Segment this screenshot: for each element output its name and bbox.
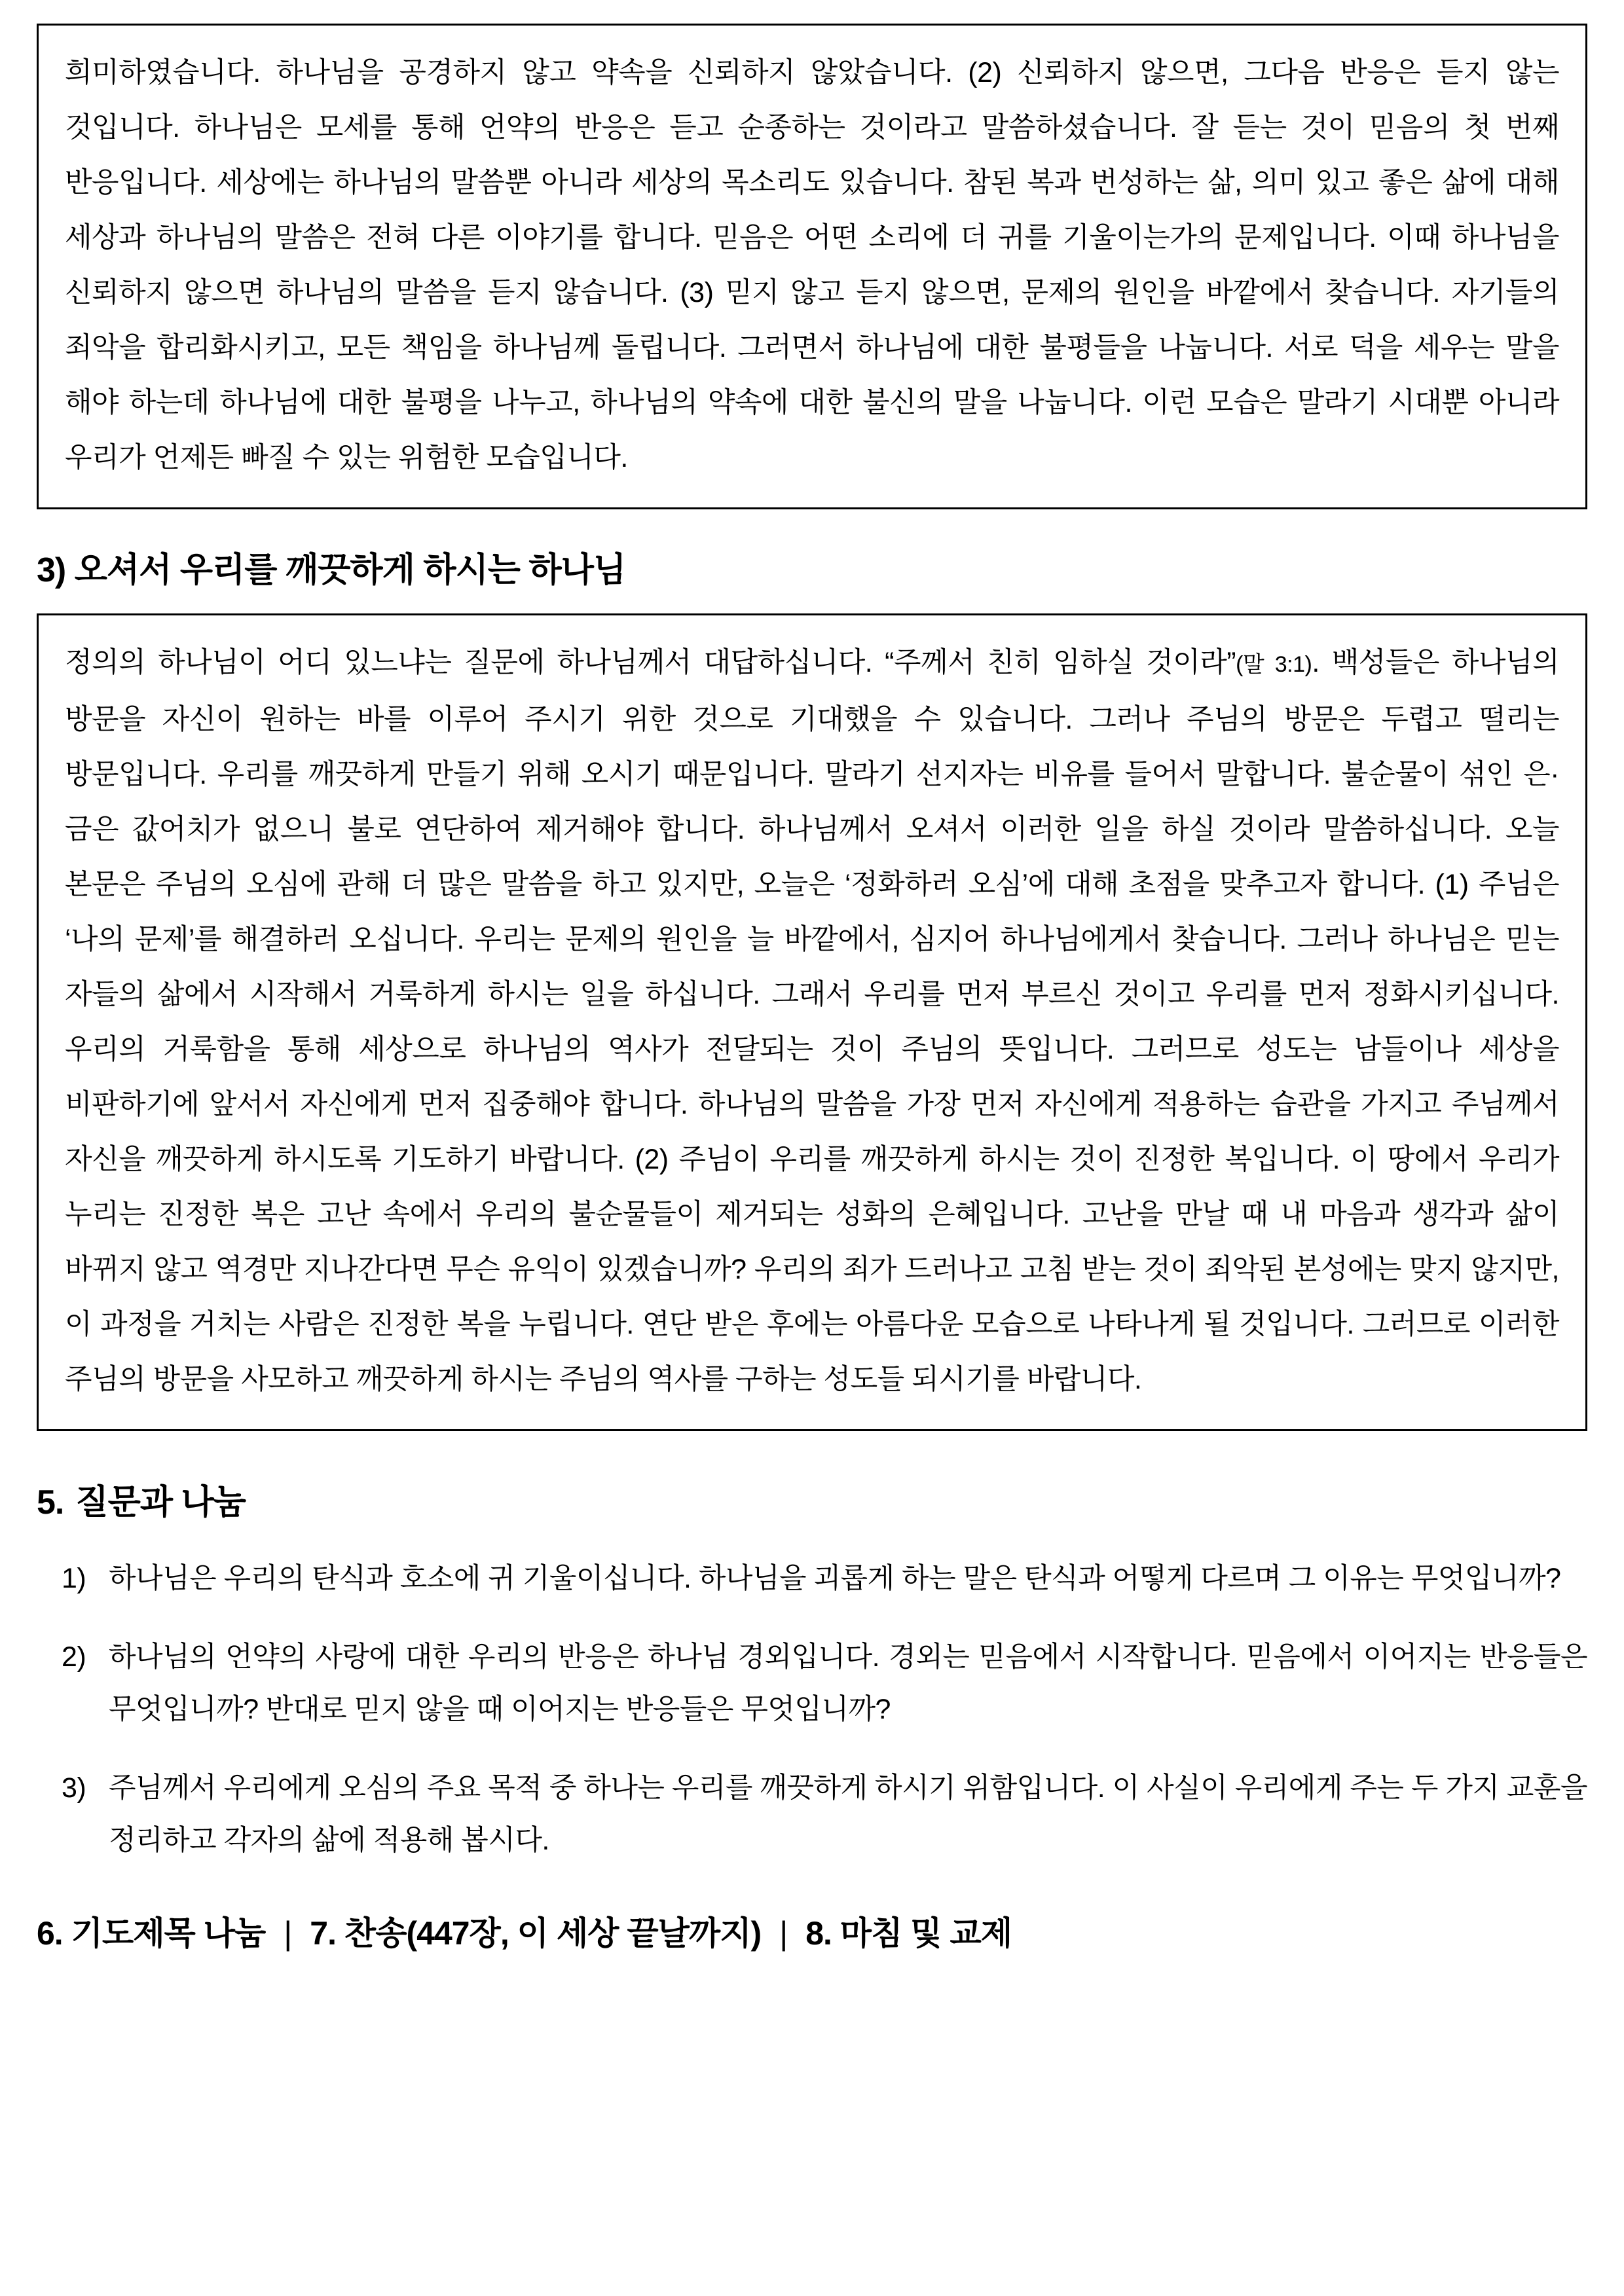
prayer-topics-item: 6. 기도제목 나눔 [37,1915,266,1952]
scripture-reference: (말 3:1) [1236,652,1312,677]
hymn-item: 7. 찬송(447장, 이 세상 끝날까지) [310,1915,762,1952]
question-item-3 [62,1762,1587,1867]
commentary-text-part2: . 백성들은 하나님의 방문을 자신이 원하는 바를 이루어 주시기 위한 것으로 기대했을 수 있습니다. 그러나 주님의 방문은 두렵고 떨리는 방문입니다. 우리를 깨끗하게 만들기 위해 오시기 때문입니다. 말라기 선지자는 비유를 들어서 말합니다. 불순물이 섞인 은·금은 값어치가 없으니 불로 연단하여 제거해야 합니다. 하나님께서 오셔서 이러한 일을 하실 것이라 말씀하십니다. 오늘 본문은 주님의 오심에 관해 더 많은 말씀을 하고 있지만, 오늘은 ‘정화하러 오심’에 대해 초점을 맞추고자 합니다. (1) 주님은 ‘나의 문제’를 해결하러 오십니다. 우리는 문제의 원인을 늘 바깥에서, 심지어 하나님에게서 찾습니다. 그러나 하나님은 믿는 자들의 삶에서 시작해서 거룩하게 하시는 일을 하십니다. 그래서 우리를 먼저 부르신 것이고 우리를 먼저 정화시키십니다. 우리의 거룩함을 통해 세상으로 하나님의 역사가 전달되는 것이 주님의 뜻입니다. 그러므로 성도는 남들이나 세상을 비판하기에 앞서서 자신에게 먼저 집중해야 합니다. 하나님의 말씀을 가장 먼저 자신에게 적용하는 습관을 가지고 주님께서 자신을 깨끗하게 하시도록 기도하기 바랍니다. (2) 주님이 우리를 깨끗하게 하시는 것이 진정한 복입니다. 이 땅에서 우리가 누리는 진정한 복은 고난 속에서 우리의 불순물들이 제거되는 성화의 은혜입니다. 고난을 만날 때 내 마음과 생각과 삶이 바뀌지 않고 역경만 지나간다면 무슨 유익이 있겠습니까? 우리의 죄가 드러나고 고침 받는 것이 죄악된 본성에는 맞지 않지만, 이 과정을 거치는 사람은 진정한 복을 누립니다. 연단 받은 후에는 아름다운 모습으로 나타나게 될 것입니다. 그러므로 이러한 주님의 방문을 사모하고 깨끗하게 하시는 주님의 역사를 구하는 성도들 되시기를 바랍니다. [65,647,1559,1395]
sermon-commentary-paragraph [65,635,1559,1407]
sermon-excerpt-paragraph: 희미하였습니다. 하나님을 공경하지 않고 약속을 신뢰하지 않았습니다. (2) 신뢰하지 않으면, 그다음 반응은 듣지 않는 것입니다. 하나님은 모세를 통해 언약의 반응은 듣고 순종하는 것이라고 말씀하셨습니다. 잘 듣는 것이 믿음의 첫 번째 반응입니다. 세상에는 하나님의 말씀뿐 아니라 세상의 목소리도 있습니다. 참된 복과 번성하는 삶, 의미 있고 좋은 삶에 대해 세상과 하나님의 말씀은 전혀 다른 이야기를 합니다. 믿음은 어떤 소리에 더 귀를 기울이는가의 문제입니다. 이때 하나님을 신뢰하지 않으면 하나님의 말씀을 듣지 않습니다. (3) 믿지 않고 듣지 않으면, 문제의 원인을 바깥에서 찾습니다. 자기들의 죄악을 합리화시키고, 모든 책임을 하나님께 돌립니다. 그러면서 하나님에 대한 불평들을 나눕니다. 서로 덕을 세우는 말을 해야 하는데 하나님에 대한 불평을 나누고, 하나님의 약속에 대한 불신의 말을 나눕니다. 이런 모습은 말라기 시대뿐 아니라 우리가 언제든 빠질 수 있는 위험한 모습입니다. [65,57,1559,473]
question-text-3: 주님께서 우리에게 오심의 주요 목적 중 하나는 우리를 깨끗하게 하시기 위함입니다. 이 사실이 우리에게 주는 두 가지 교훈을 정리하고 각자의 삶에 적용해 봅시다. [109,1772,1587,1856]
questions-section-heading [37,1474,1587,1523]
subsection-heading-3: 3) 오셔서 우리를 깨끗하게 하시는 하나님 [37,551,626,589]
question-number-2: 2) [62,1641,86,1673]
question-list [62,1552,1587,1867]
questions-section-number: 5. [37,1484,64,1522]
footer-separator-1: | [284,1915,292,1952]
questions-section-label: 질문과 나눔 [75,1484,246,1522]
question-text-2: 하나님의 언약의 사랑에 대한 우리의 반응은 하나님 경외입니다. 경외는 믿음에서 시작합니다. 믿음에서 이어지는 반응들은 무엇입니까? 반대로 믿지 않을 때 이어지는 반응들은 무엇입니까? [109,1641,1587,1725]
footer-separator-2: | [779,1915,788,1952]
sermon-commentary-box [37,613,1587,1431]
commentary-text-part1: 정의의 하나님이 어디 있느냐는 질문에 하나님께서 대답하십니다. “주께서 친히 임하실 것이라” [65,647,1236,678]
question-item-1 [62,1552,1587,1605]
question-item-2 [62,1631,1587,1736]
closing-order-line [37,1907,1587,1954]
sermon-excerpt-box-continued [37,24,1587,509]
question-text-1: 하나님은 우리의 탄식과 호소에 귀 기울이십니다. 하나님을 괴롭게 하는 말은 탄식과 어떻게 다르며 그 이유는 무엇입니까? [109,1563,1561,1594]
closing-fellowship-item: 8. 마침 및 교제 [805,1915,1012,1952]
question-number-1: 1) [62,1563,86,1594]
question-number-3: 3) [62,1772,86,1804]
